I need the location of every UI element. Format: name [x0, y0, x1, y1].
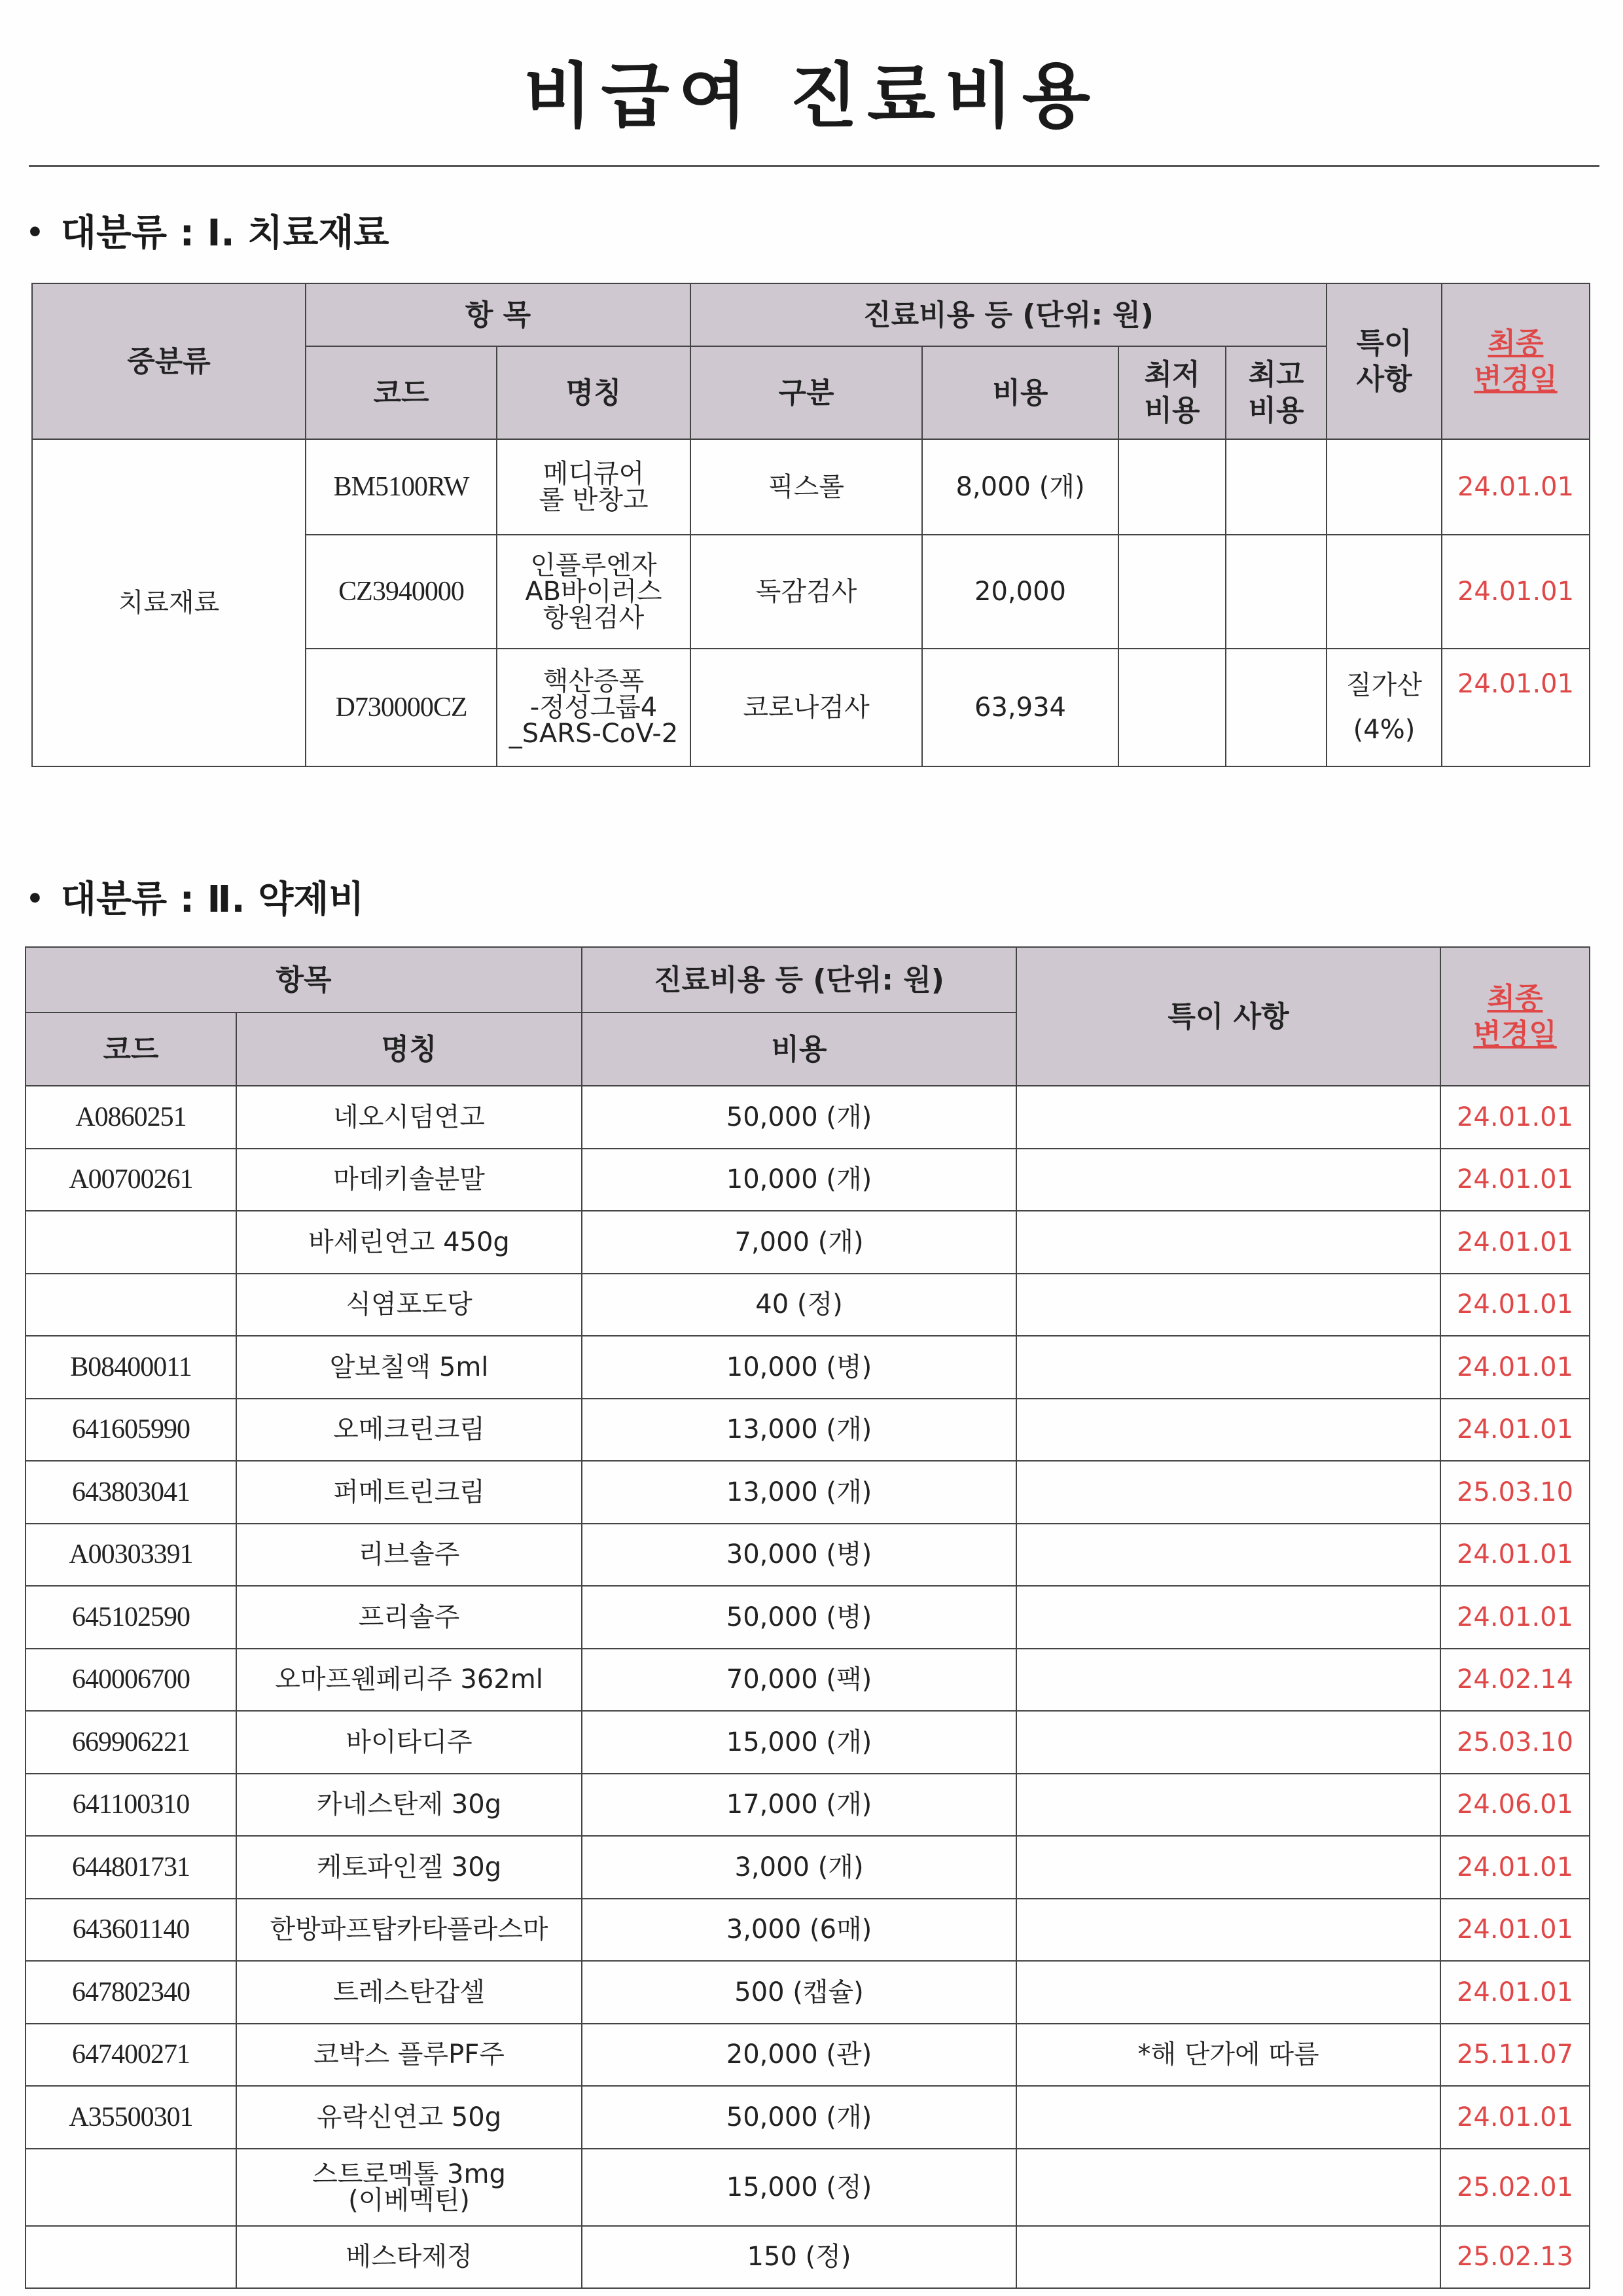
date-cell: 25.11.07: [1440, 2024, 1590, 2087]
header-max-line1: 최고: [1248, 358, 1304, 391]
code-cell: 645102590: [26, 1586, 236, 1649]
header-last-changed: [1442, 283, 1590, 439]
cost-cell: 40 (정): [582, 1274, 1016, 1336]
cost-cell: 13,000 (개): [582, 1461, 1016, 1524]
name-line: (이베멕틴): [348, 2185, 470, 2215]
name-cell: 한방파프탑카타플라스마: [236, 1899, 582, 1962]
bullet-icon: •: [26, 882, 44, 914]
date-cell: 24.01.01: [1440, 1899, 1590, 1962]
date-cell: 25.03.10: [1440, 1461, 1590, 1524]
min-cost-cell: [1118, 535, 1226, 649]
header-note-line1: 특이: [1356, 327, 1412, 360]
drug-costs-table: [25, 946, 1590, 2289]
table-row: [26, 1586, 1590, 1649]
date-cell: 24.01.01: [1442, 439, 1590, 535]
section-heading-text: 대분류 : Ⅱ. 약제비: [60, 878, 365, 921]
note-cell: [1016, 1211, 1440, 1274]
code-cell: [26, 2149, 236, 2226]
note-cell: [1016, 1649, 1440, 1712]
header-date-line1: 최종: [1488, 327, 1544, 360]
note-cell: [1016, 1461, 1440, 1524]
section-heading-text: 대분류 : Ⅰ. 치료재료: [60, 212, 389, 255]
name-line: AB바이러스: [525, 577, 662, 607]
name-cell: 케토파인겔 30g: [236, 1836, 582, 1899]
code-cell: 640006700: [26, 1649, 236, 1712]
code-cell: 643803041: [26, 1461, 236, 1524]
cost-cell: 50,000 (개): [582, 2086, 1016, 2149]
type-cell: 코로나검사: [690, 649, 922, 766]
name-line: 스트로멕톨 3mg: [312, 2159, 506, 2189]
name-cell: 네오시덤연고: [236, 1086, 582, 1149]
cost-cell: 63,934: [922, 649, 1118, 766]
header-cost: 비용: [582, 1013, 1016, 1086]
date-cell: 24.01.01: [1440, 1586, 1590, 1649]
date-cell: 24.01.01: [1440, 1524, 1590, 1587]
code-cell: [26, 2226, 236, 2289]
cost-cell: 20,000: [922, 535, 1118, 649]
header-max-cost: [1226, 346, 1327, 439]
table-row: [26, 1461, 1590, 1524]
note-line: (4%): [1353, 715, 1416, 745]
code-cell: 643601140: [26, 1899, 236, 1962]
name-line: 인플루엔자: [530, 550, 657, 581]
cost-cell: 70,000 (팩): [582, 1649, 1016, 1712]
table-row: [26, 1399, 1590, 1462]
code-cell: 641100310: [26, 1774, 236, 1837]
date-cell: 24.01.01: [1440, 1086, 1590, 1149]
name-line: 롤 반창고: [539, 485, 649, 515]
type-cell: 픽스롤: [690, 439, 922, 535]
note-cell: [1016, 1336, 1440, 1399]
code-cell: [26, 1274, 236, 1336]
type-cell: 독감검사: [690, 535, 922, 649]
code-cell: 641605990: [26, 1399, 236, 1462]
min-cost-cell: [1118, 439, 1226, 535]
cost-cell: 15,000 (개): [582, 1711, 1016, 1774]
header-item: 항 목: [306, 283, 690, 346]
header-note: 특이 사항: [1016, 947, 1440, 1086]
name-cell: 오마프웬페리주 362ml: [236, 1649, 582, 1712]
table-row: [26, 1711, 1590, 1774]
note-cell: *해 단가에 따름: [1016, 2024, 1440, 2087]
date-cell: 24.06.01: [1440, 1774, 1590, 1837]
name-cell: [497, 439, 690, 535]
date-cell: 24.01.01: [1440, 1274, 1590, 1336]
table-row: [26, 1836, 1590, 1899]
name-cell: 유락신연고 50g: [236, 2086, 582, 2149]
note-cell: [1016, 1586, 1440, 1649]
header-cost-group: 진료비용 등 (단위: 원): [690, 283, 1327, 346]
note-cell: [1016, 1086, 1440, 1149]
header-date-line2: 변경일: [1473, 1018, 1557, 1051]
table-row: [26, 1149, 1590, 1211]
name-cell: 마데키솔분말: [236, 1149, 582, 1211]
header-cost: 비용: [922, 346, 1118, 439]
cost-cell: 500 (캡슐): [582, 1961, 1016, 2024]
code-cell: CZ3940000: [306, 535, 497, 649]
min-cost-cell: [1118, 649, 1226, 766]
category-cell: 치료재료: [32, 439, 306, 766]
header-date-line2: 변경일: [1474, 363, 1558, 396]
cost-cell: 150 (정): [582, 2226, 1016, 2289]
table-row: [26, 1086, 1590, 1149]
note-cell: [1327, 535, 1442, 649]
header-min-cost: [1118, 346, 1226, 439]
note-cell: [1016, 1399, 1440, 1462]
table-row: [26, 1649, 1590, 1712]
name-cell: 코박스 플루PF주: [236, 2024, 582, 2087]
name-cell: 퍼메트린크림: [236, 1461, 582, 1524]
header-name: 명칭: [497, 346, 690, 439]
name-cell: [236, 2149, 582, 2226]
header-cost-group: 진료비용 등 (단위: 원): [582, 947, 1016, 1013]
name-cell: 바세린연고 450g: [236, 1211, 582, 1274]
name-line: 항원검사: [543, 603, 645, 633]
code-cell: 669906221: [26, 1711, 236, 1774]
header-note-line2: 사항: [1356, 363, 1412, 396]
date-cell: 25.02.13: [1440, 2226, 1590, 2289]
page-title: 비급여 진료비용: [524, 56, 1099, 137]
date-cell: 24.01.01: [1440, 1149, 1590, 1211]
date-cell: 24.01.01: [1440, 1211, 1590, 1274]
note-cell: [1327, 649, 1442, 766]
cost-cell: 15,000 (정): [582, 2149, 1016, 2226]
section-heading-treatment-materials: [26, 204, 389, 257]
cost-cell: 10,000 (개): [582, 1149, 1016, 1211]
table-row: [26, 2149, 1590, 2226]
date-cell: 25.03.10: [1440, 1711, 1590, 1774]
code-cell: 644801731: [26, 1836, 236, 1899]
name-cell: 카네스탄제 30g: [236, 1774, 582, 1837]
name-cell: 바이타디주: [236, 1711, 582, 1774]
name-cell: [497, 535, 690, 649]
name-cell: 알보칠액 5ml: [236, 1336, 582, 1399]
cost-cell: 3,000 (6매): [582, 1899, 1016, 1962]
note-cell: [1016, 1836, 1440, 1899]
header-min-line2: 비용: [1144, 394, 1200, 427]
note-cell: [1016, 2086, 1440, 2149]
date-cell: 24.01.01: [1442, 535, 1590, 649]
table-row: [26, 2086, 1590, 2149]
name-line: 메디큐어: [543, 459, 645, 489]
date-cell: 24.01.01: [1440, 1399, 1590, 1462]
date-cell: 24.01.01: [1440, 1961, 1590, 2024]
cost-cell: 30,000 (병): [582, 1524, 1016, 1587]
cost-cell: 7,000 (개): [582, 1211, 1016, 1274]
cost-cell: 8,000 (개): [922, 439, 1118, 535]
cost-cell: 3,000 (개): [582, 1836, 1016, 1899]
header-code: 코드: [26, 1013, 236, 1086]
header-type: 구분: [690, 346, 922, 439]
note-cell: [1016, 2226, 1440, 2289]
table-row: [26, 1899, 1590, 1962]
name-cell: 식염포도당: [236, 1274, 582, 1336]
code-cell: BM5100RW: [306, 439, 497, 535]
note-cell: [1016, 1899, 1440, 1962]
date-cell: 24.01.01: [1442, 649, 1590, 766]
code-cell: [26, 1211, 236, 1274]
header-last-changed: [1440, 947, 1590, 1086]
note-cell: [1327, 439, 1442, 535]
table-row: [26, 2024, 1590, 2087]
code-cell: B08400011: [26, 1336, 236, 1399]
note-cell: [1016, 1149, 1440, 1211]
cost-cell: 13,000 (개): [582, 1399, 1016, 1462]
code-cell: A0860251: [26, 1086, 236, 1149]
code-cell: 647802340: [26, 1961, 236, 2024]
max-cost-cell: [1226, 649, 1327, 766]
name-cell: 프리솔주: [236, 1586, 582, 1649]
name-cell: 리브솔주: [236, 1524, 582, 1587]
note-cell: [1016, 1961, 1440, 2024]
max-cost-cell: [1226, 439, 1327, 535]
code-cell: A00700261: [26, 1149, 236, 1211]
header-min-line1: 최저: [1144, 358, 1200, 391]
date-cell: 24.02.14: [1440, 1649, 1590, 1712]
header-max-line2: 비용: [1248, 394, 1304, 427]
cost-cell: 20,000 (관): [582, 2024, 1016, 2087]
note-line: 질가산: [1346, 670, 1422, 700]
note-cell: [1016, 1524, 1440, 1587]
table-row: [26, 1524, 1590, 1587]
header-category: 중분류: [32, 283, 306, 439]
date-cell: 24.01.01: [1440, 2086, 1590, 2149]
code-cell: D730000CZ: [306, 649, 497, 766]
note-cell: [1016, 1711, 1440, 1774]
header-code: 코드: [306, 346, 497, 439]
date-cell: 24.01.01: [1440, 1336, 1590, 1399]
header-date-line1: 최종: [1487, 982, 1543, 1015]
section-heading-drug-costs: [26, 870, 364, 923]
table-row: [26, 1774, 1590, 1837]
treatment-materials-table: [31, 283, 1590, 767]
header-note: [1327, 283, 1442, 439]
name-line: _SARS-CoV-2: [508, 719, 679, 749]
name-line: -정성그룹4: [529, 692, 658, 723]
note-cell: [1016, 1274, 1440, 1336]
code-cell: A00303391: [26, 1524, 236, 1587]
max-cost-cell: [1226, 535, 1327, 649]
title-divider: [29, 165, 1599, 167]
table-row: [32, 439, 1590, 535]
cost-cell: 50,000 (개): [582, 1086, 1016, 1149]
bullet-icon: •: [26, 216, 44, 248]
header-name: 명칭: [236, 1013, 582, 1086]
name-line: 핵산증폭: [543, 666, 645, 696]
table-row: [26, 1211, 1590, 1274]
date-cell: 24.01.01: [1440, 1836, 1590, 1899]
note-cell: [1016, 2149, 1440, 2226]
name-cell: 오메크린크림: [236, 1399, 582, 1462]
table-row: [26, 1336, 1590, 1399]
cost-cell: 10,000 (병): [582, 1336, 1016, 1399]
note-cell: [1016, 1774, 1440, 1837]
name-cell: [497, 649, 690, 766]
name-cell: 베스타제정: [236, 2226, 582, 2289]
name-cell: 트레스탄갑셀: [236, 1961, 582, 2024]
table-row: [26, 2226, 1590, 2289]
code-cell: 647400271: [26, 2024, 236, 2087]
table-row: [26, 1961, 1590, 2024]
table-row: [26, 1274, 1590, 1336]
cost-cell: 17,000 (개): [582, 1774, 1016, 1837]
code-cell: A35500301: [26, 2086, 236, 2149]
header-item: 항목: [26, 947, 582, 1013]
cost-cell: 50,000 (병): [582, 1586, 1016, 1649]
date-cell: 25.02.01: [1440, 2149, 1590, 2226]
